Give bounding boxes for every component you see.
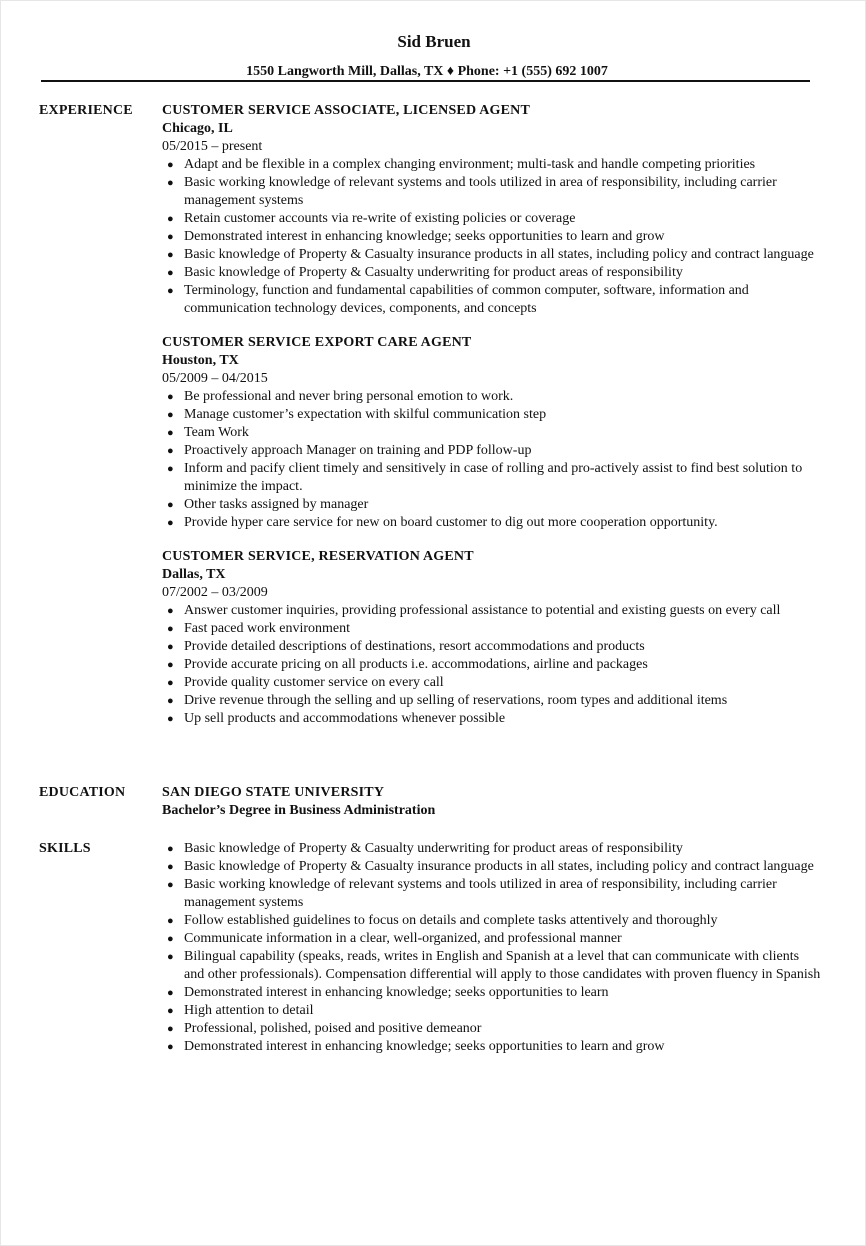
bullet-icon: ● (167, 933, 174, 945)
bullet-icon: ● (167, 1023, 174, 1035)
bullet-icon: ● (167, 879, 174, 891)
bullet-icon: ● (167, 641, 174, 653)
bullet-item (162, 442, 822, 460)
bullet-icon: ● (167, 843, 174, 855)
bullet-text: Basic working knowledge of relevant systems and tools utilized in area of responsibility, including carrier management systems (184, 877, 777, 910)
bullet-icon: ● (167, 659, 174, 671)
bullet-item (162, 620, 822, 638)
bullet-text: Inform and pacify client timely and sensitively in case of rolling and pro-actively assist to find best solution to minimize the impact. (184, 461, 803, 494)
bullet-icon: ● (167, 409, 174, 421)
bullet-icon: ● (167, 427, 174, 439)
job-entry (162, 102, 822, 318)
bullet-text: Basic knowledge of Property & Casualty underwriting for product areas of responsibility (184, 265, 683, 280)
bullet-icon: ● (167, 695, 174, 707)
job-bullets (162, 156, 822, 318)
bullet-icon: ● (167, 517, 174, 529)
bullet-icon: ● (167, 499, 174, 511)
candidate-name: Sid Bruen (397, 32, 471, 51)
section-label-skills: SKILLS (39, 841, 91, 856)
bullet-text: Team Work (184, 425, 249, 440)
bullet-text: Drive revenue through the selling and up selling of reservations, room types and additional items (184, 693, 728, 708)
bullet-icon: ● (167, 605, 174, 617)
bullet-item (162, 876, 822, 912)
job-location: Dallas, TX (162, 567, 226, 582)
bullet-text: Demonstrated interest in enhancing knowledge; seeks opportunities to learn and grow (184, 229, 665, 244)
degree-name: Bachelor’s Degree in Business Administration (162, 803, 436, 818)
school-name: SAN DIEGO STATE UNIVERSITY (162, 785, 385, 800)
bullet-text: Be professional and never bring personal emotion to work. (184, 389, 514, 404)
job-dates: 05/2015 – present (162, 139, 263, 154)
bullet-item (162, 930, 822, 948)
bullet-item (162, 1038, 822, 1056)
bullet-text: Demonstrated interest in enhancing knowledge; seeks opportunities to learn (184, 985, 609, 1000)
bullet-item (162, 228, 822, 246)
bullet-text: High attention to detail (184, 1003, 314, 1018)
bullet-item (162, 406, 822, 424)
bullet-text: Other tasks assigned by manager (184, 497, 369, 512)
experience-list (162, 102, 822, 728)
bullet-icon: ● (167, 951, 174, 963)
bullet-text: Basic knowledge of Property & Casualty underwriting for product areas of responsibility (184, 841, 683, 856)
bullet-item (162, 912, 822, 930)
bullet-text: Provide quality customer service on every call (184, 675, 444, 690)
bullet-icon: ● (167, 391, 174, 403)
bullet-item (162, 174, 822, 210)
bullet-item (162, 638, 822, 656)
bullet-text: Provide hyper care service for new on board customer to dig out more cooperation opportunity. (184, 515, 718, 530)
bullet-item (162, 156, 822, 174)
bullet-text: Provide detailed descriptions of destinations, resort accommodations and products (184, 639, 645, 654)
skills-bullets (162, 840, 822, 1056)
bullet-icon: ● (167, 267, 174, 279)
bullet-item (162, 282, 822, 318)
bullet-item (162, 388, 822, 406)
section-label-education: EDUCATION (39, 785, 126, 800)
bullet-text: Provide accurate pricing on all products i.e. accommodations, airline and packages (184, 657, 648, 672)
bullet-icon: ● (167, 231, 174, 243)
bullet-item (162, 656, 822, 674)
bullet-icon: ● (167, 159, 174, 171)
bullet-item (162, 692, 822, 710)
bullet-text: Demonstrated interest in enhancing knowledge; seeks opportunities to learn and grow (184, 1039, 665, 1054)
bullet-item (162, 246, 822, 264)
bullet-text: Terminology, function and fundamental capabilities of common computer, software, information and communication technology devices, components, and concepts (184, 283, 749, 316)
bullet-text: Answer customer inquiries, providing professional assistance to potential and existing guests on every call (184, 603, 781, 618)
header-divider (41, 80, 810, 82)
bullet-text: Professional, polished, poised and positive demeanor (184, 1021, 482, 1036)
section-label-experience: EXPERIENCE (39, 103, 133, 118)
bullet-icon: ● (167, 1041, 174, 1053)
job-location: Houston, TX (162, 353, 239, 368)
job-bullets (162, 388, 822, 532)
bullet-text: Proactively approach Manager on training and PDP follow-up (184, 443, 532, 458)
bullet-item (162, 264, 822, 282)
skills-body (162, 840, 822, 1056)
bullet-icon: ● (167, 249, 174, 261)
bullet-item (162, 1020, 822, 1038)
bullet-text: Fast paced work environment (184, 621, 351, 636)
bullet-icon: ● (167, 987, 174, 999)
bullet-item (162, 710, 822, 728)
bullet-text: Manage customer’s expectation with skilful communication step (184, 407, 547, 422)
bullet-item (162, 984, 822, 1002)
bullet-item (162, 424, 822, 442)
bullet-icon: ● (167, 285, 174, 297)
bullet-item (162, 496, 822, 514)
bullet-item (162, 858, 822, 876)
bullet-icon: ● (167, 1005, 174, 1017)
bullet-icon: ● (167, 915, 174, 927)
bullet-item (162, 514, 822, 532)
bullet-text: Up sell products and accommodations whenever possible (184, 711, 506, 726)
job-dates: 07/2002 – 03/2009 (162, 585, 268, 600)
bullet-item (162, 460, 822, 496)
education-body (162, 784, 822, 820)
bullet-item (162, 1002, 822, 1020)
bullet-item (162, 602, 822, 620)
bullet-item (162, 210, 822, 228)
bullet-item (162, 674, 822, 692)
bullet-text: Bilingual capability (speaks, reads, writes in English and Spanish at a level that can communicate with clients and other professionals). Compensation differential will apply to those candidates with proven fluency in Spanish (184, 949, 821, 982)
bullet-icon: ● (167, 677, 174, 689)
job-entry (162, 548, 822, 728)
bullet-item (162, 948, 822, 984)
bullet-icon: ● (167, 177, 174, 189)
bullet-text: Basic knowledge of Property & Casualty insurance products in all states, including policy and contract language (184, 247, 814, 262)
bullet-icon: ● (167, 445, 174, 457)
job-title: CUSTOMER SERVICE EXPORT CARE AGENT (162, 335, 472, 350)
bullet-icon: ● (167, 861, 174, 873)
bullet-icon: ● (167, 463, 174, 475)
bullet-item (162, 840, 822, 858)
bullet-text: Follow established guidelines to focus on details and complete tasks attentively and thoroughly (184, 913, 718, 928)
bullet-icon: ● (167, 213, 174, 225)
job-dates: 05/2009 – 04/2015 (162, 371, 268, 386)
bullet-text: Communicate information in a clear, well-organized, and professional manner (184, 931, 622, 946)
bullet-text: Retain customer accounts via re-write of existing policies or coverage (184, 211, 576, 226)
bullet-text: Adapt and be flexible in a complex changing environment; multi-task and handle competing priorities (184, 157, 756, 172)
bullet-text: Basic working knowledge of relevant systems and tools utilized in area of responsibility, including carrier management systems (184, 175, 777, 208)
bullet-icon: ● (167, 623, 174, 635)
job-title: CUSTOMER SERVICE, RESERVATION AGENT (162, 549, 474, 564)
job-entry (162, 334, 822, 532)
bullet-icon: ● (167, 713, 174, 725)
job-title: CUSTOMER SERVICE ASSOCIATE, LICENSED AGENT (162, 103, 530, 118)
job-location: Chicago, IL (162, 121, 233, 136)
bullet-text: Basic knowledge of Property & Casualty insurance products in all states, including policy and contract language (184, 859, 814, 874)
contact-line: 1550 Langworth Mill, Dallas, TX ♦ Phone: +1 (555) 692 1007 (246, 64, 608, 79)
job-bullets (162, 602, 822, 728)
